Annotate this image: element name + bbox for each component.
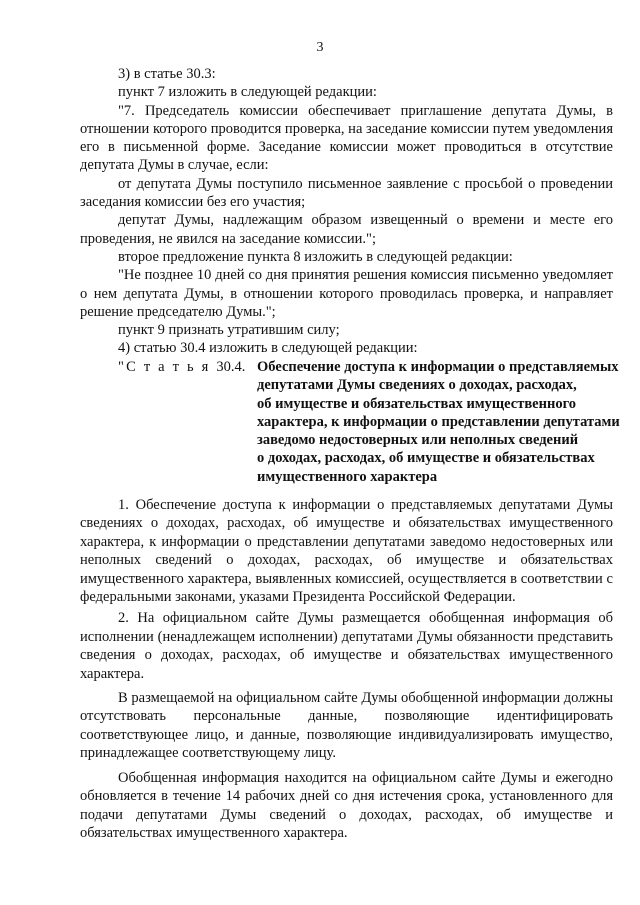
article-paragraph-4: Обобщенная информация находится на официальном сайте Думы и ежегодно обновляется в течение 14 рабочих дней со дня истечения срока, установленного для подачи депутатами Думы сведений о доходах, расходах, об имуществе и обязательствах имущественного характера. bbox=[80, 769, 613, 841]
amendment-instruction: пункт 7 изложить в следующей редакции: bbox=[118, 84, 377, 101]
article-word: "С т а т ь я bbox=[118, 359, 211, 375]
article-paragraph-3: В размещаемой на официальном сайте Думы обобщенной информации должны отсутствовать персональные данные, позволяющие идентифицировать соответствующее лицо, и данные, позволяющие индивидуализировать имущество, принадлежащее соответствующему лицу. bbox=[80, 690, 613, 762]
amendment-paragraph: "7. Председатель комиссии обеспечивает приглашение депутата Думы, в отношении которого проводится проверка, на заседание комиссии путем уведомления его в письменной форме. Заседание комиссии может проводиться в отсутствие депутата Думы в случае, если: bbox=[80, 102, 613, 174]
amendment-paragraph: от депутата Думы поступило письменное заявление с просьбой о проведении заседания комиссии без его участия; bbox=[80, 175, 613, 211]
article-title-line: Обеспечение доступа к информации о представляемых bbox=[257, 359, 619, 375]
article-title-line: о доходах, расходах, об имуществе и обязательствах bbox=[257, 450, 595, 467]
amendments-block bbox=[80, 65, 613, 358]
amendment-item-3: 3) в статье 30.3: bbox=[118, 66, 216, 82]
article-body bbox=[80, 496, 613, 842]
page-number: 3 bbox=[316, 40, 324, 55]
amendment-instruction: второе предложение пункта 8 изложить в следующей редакции: bbox=[118, 248, 513, 265]
article-paragraph-1: 1. Обеспечение доступа к информации о представляемых депутатами Думы сведениях о доходах, расходах, об имуществе и обязательствах имущественного характера, к информации о представлении депутатами заведомо недостоверных или неполных сведений о доходах, расходах, об имуществе и обязательствах имущественного характера, выявленных комиссией, осуществляется в соответствии с федеральными законами, указами Президента Российской Федерации. bbox=[80, 497, 613, 606]
article-label bbox=[118, 358, 245, 376]
article-title-line: об имуществе и обязательствах имущественного bbox=[257, 395, 577, 412]
amendment-item-4: 4) статью 30.4 изложить в следующей редакции: bbox=[118, 340, 418, 357]
amendment-paragraph: депутат Думы, надлежащим образом извещенный о времени и месте его проведения, не явился на заседание комиссии."; bbox=[80, 212, 613, 247]
article-number: 30.4. bbox=[216, 359, 246, 375]
article-title-line: характера, к информации о представлении депутатами bbox=[257, 413, 620, 430]
amendment-paragraph: "Не позднее 10 дней со дня принятия решения комиссия письменно уведомляет о нем депутата Думы, в отношении которого проводилась проверка, и направляет решение председателю Думы."; bbox=[80, 267, 613, 320]
article-title bbox=[257, 358, 620, 486]
amendment-instruction: пункт 9 признать утратившим силу; bbox=[118, 322, 340, 339]
article-title-line: заведомо недостоверных или неполных сведений bbox=[257, 432, 579, 449]
article-title-line: депутатами Думы сведениях о доходах, расходах, bbox=[257, 377, 577, 394]
article-paragraph-2: 2. На официальном сайте Думы размещается обобщенная информация об исполнении (ненадлежащем исполнении) депутатами Думы обязанности представить сведения о доходах, расходах, об имуществе и обязательствах имущественного характера. bbox=[80, 610, 613, 682]
article-title-line: имущественного характера bbox=[257, 468, 438, 485]
